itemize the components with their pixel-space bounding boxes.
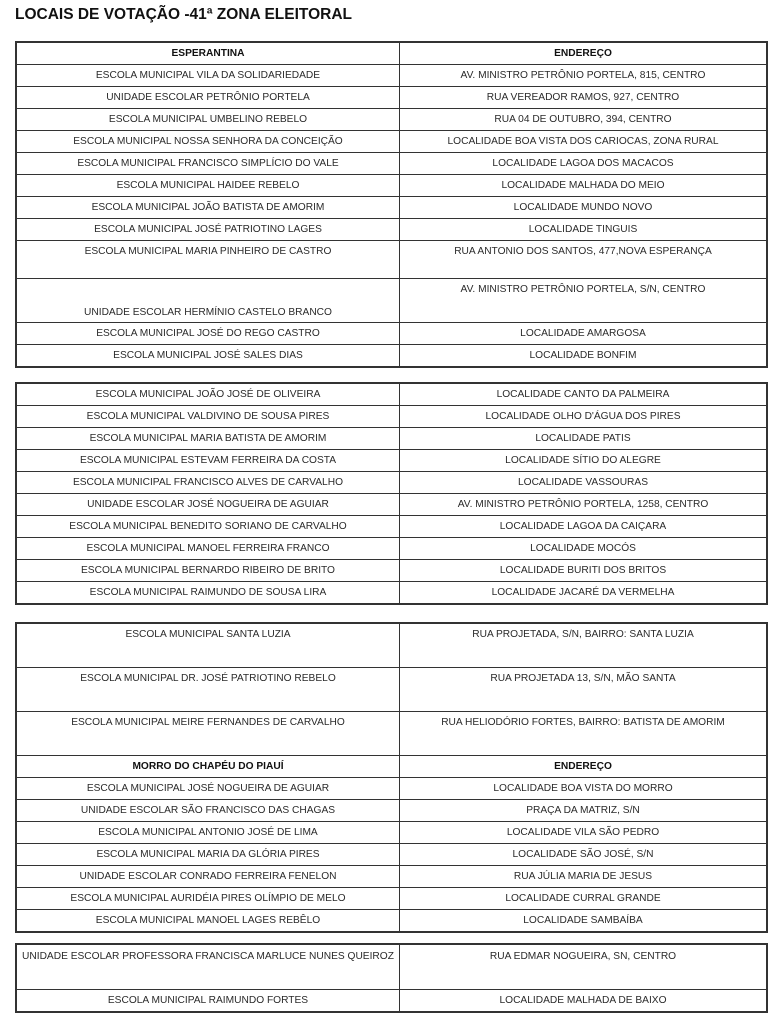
school-name: ESCOLA MUNICIPAL ANTONIO JOSÉ DE LIMA (16, 822, 400, 844)
school-address: LOCALIDADE CURRAL GRANDE (400, 888, 768, 910)
table-row (16, 866, 767, 888)
school-name: ESCOLA MUNICIPAL RAIMUNDO FORTES (16, 990, 400, 1013)
table-row (16, 241, 767, 279)
school-name: ESCOLA MUNICIPAL RAIMUNDO DE SOUSA LIRA (16, 582, 400, 605)
table-esperantina-continued (15, 382, 768, 605)
school-address: LOCALIDADE CANTO DA PALMEIRA (400, 383, 768, 406)
school-address: LOCALIDADE VASSOURAS (400, 472, 768, 494)
table-morro-do-chapeu (15, 622, 768, 933)
school-address: PRAÇA DA MATRIZ, S/N (400, 800, 768, 822)
school-name: ESCOLA MUNICIPAL NOSSA SENHORA DA CONCEIÇÃO (16, 131, 400, 153)
school-address: LOCALIDADE LAGOA DA CAIÇARA (400, 516, 768, 538)
school-name: ESCOLA MUNICIPAL MARIA BATISTA DE AMORIM (16, 428, 400, 450)
table-row (16, 944, 767, 990)
table-row (16, 450, 767, 472)
school-address: LOCALIDADE BONFIM (400, 345, 768, 368)
school-address: RUA PROJETADA 13, S/N, MÃO SANTA (400, 668, 768, 712)
table-row (16, 800, 767, 822)
school-address: RUA HELIODÓRIO FORTES, BAIRRO: BATISTA DE AMORIM (400, 712, 768, 756)
table-row (16, 778, 767, 800)
school-address: AV. MINISTRO PETRÔNIO PORTELA, 1258, CENTRO (400, 494, 768, 516)
school-name: ESCOLA MUNICIPAL ESTEVAM FERREIRA DA COSTA (16, 450, 400, 472)
table-row (16, 219, 767, 241)
school-name: ESCOLA MUNICIPAL JOSÉ SALES DIAS (16, 345, 400, 368)
table-row (16, 516, 767, 538)
table-row (16, 279, 767, 323)
table-row (16, 197, 767, 219)
table-row (16, 109, 767, 131)
school-address: AV. MINISTRO PETRÔNIO PORTELA, 815, CENTRO (400, 65, 768, 87)
school-name: ESCOLA MUNICIPAL DR. JOSÉ PATRIOTINO REBELO (16, 668, 400, 712)
school-address: LOCALIDADE LAGOA DOS MACACOS (400, 153, 768, 175)
school-name: ESCOLA MUNICIPAL JOSÉ PATRIOTINO LAGES (16, 219, 400, 241)
school-address: LOCALIDADE SAMBAÍBA (400, 910, 768, 933)
table-morro-do-chapeu-continued (15, 943, 768, 1013)
school-name: UNIDADE ESCOLAR HERMÍNIO CASTELO BRANCO (16, 279, 400, 323)
school-name: ESCOLA MUNICIPAL FRANCISCO SIMPLÍCIO DO VALE (16, 153, 400, 175)
school-address: LOCALIDADE MALHADA DO MEIO (400, 175, 768, 197)
school-address: RUA PROJETADA, S/N, BAIRRO: SANTA LUZIA (400, 623, 768, 668)
table-esperantina (15, 41, 768, 368)
school-address: LOCALIDADE OLHO D'ÁGUA DOS PIRES (400, 406, 768, 428)
table-row (16, 65, 767, 87)
table-row (16, 990, 767, 1013)
school-address: LOCALIDADE BOA VISTA DO MORRO (400, 778, 768, 800)
school-name: UNIDADE ESCOLAR JOSÉ NOGUEIRA DE AGUIAR (16, 494, 400, 516)
school-name: ESCOLA MUNICIPAL HAIDEE REBELO (16, 175, 400, 197)
table-row (16, 538, 767, 560)
table-row (16, 844, 767, 866)
school-address: LOCALIDADE VILA SÃO PEDRO (400, 822, 768, 844)
school-address: LOCALIDADE TINGUIS (400, 219, 768, 241)
table-row (16, 383, 767, 406)
table-header-row (16, 42, 767, 65)
school-address: LOCALIDADE PATIS (400, 428, 768, 450)
school-name: ESCOLA MUNICIPAL MEIRE FERNANDES DE CARVALHO (16, 712, 400, 756)
table-row (16, 131, 767, 153)
school-address: RUA 04 DE OUTUBRO, 394, CENTRO (400, 109, 768, 131)
table-row (16, 87, 767, 109)
school-address: AV. MINISTRO PETRÔNIO PORTELA, S/N, CENTRO (400, 279, 768, 323)
school-address: LOCALIDADE MUNDO NOVO (400, 197, 768, 219)
school-name: ESCOLA MUNICIPAL VALDIVINO DE SOUSA PIRES (16, 406, 400, 428)
table-row (16, 406, 767, 428)
school-address: LOCALIDADE SÃO JOSÉ, S/N (400, 844, 768, 866)
school-name: ESCOLA MUNICIPAL MANOEL LAGES REBÊLO (16, 910, 400, 933)
school-name: ESCOLA MUNICIPAL BERNARDO RIBEIRO DE BRITO (16, 560, 400, 582)
school-address: LOCALIDADE JACARÉ DA VERMELHA (400, 582, 768, 605)
school-address: LOCALIDADE MOCÓS (400, 538, 768, 560)
table-row (16, 494, 767, 516)
school-name: UNIDADE ESCOLAR SÃO FRANCISCO DAS CHAGAS (16, 800, 400, 822)
page-title: LOCAIS DE VOTAÇÃO -41ª ZONA ELEITORAL (15, 6, 352, 23)
school-name: ESCOLA MUNICIPAL BENEDITO SORIANO DE CARVALHO (16, 516, 400, 538)
school-name: UNIDADE ESCOLAR PETRÔNIO PORTELA (16, 87, 400, 109)
school-name: ESCOLA MUNICIPAL JOÃO JOSÉ DE OLIVEIRA (16, 383, 400, 406)
school-address: LOCALIDADE SÍTIO DO ALEGRE (400, 450, 768, 472)
school-address: LOCALIDADE MALHADA DE BAIXO (400, 990, 768, 1013)
table-row (16, 910, 767, 933)
table-row (16, 888, 767, 910)
table-row (16, 623, 767, 668)
school-address: RUA JÚLIA MARIA DE JESUS (400, 866, 768, 888)
table-row (16, 712, 767, 756)
school-address: LOCALIDADE BURITI DOS BRITOS (400, 560, 768, 582)
table-row (16, 472, 767, 494)
school-address: LOCALIDADE AMARGOSA (400, 323, 768, 345)
header-address: ENDEREÇO (400, 756, 768, 778)
school-name: ESCOLA MUNICIPAL JOÃO BATISTA DE AMORIM (16, 197, 400, 219)
header-municipality: MORRO DO CHAPÉU DO PIAUÍ (16, 756, 400, 778)
school-address: RUA ANTONIO DOS SANTOS, 477,NOVA ESPERANÇA (400, 241, 768, 279)
table-row (16, 175, 767, 197)
school-name: ESCOLA MUNICIPAL MARIA DA GLÓRIA PIRES (16, 844, 400, 866)
table-row (16, 582, 767, 605)
header-address: ENDEREÇO (400, 42, 768, 65)
school-name: ESCOLA MUNICIPAL JOSÉ DO REGO CASTRO (16, 323, 400, 345)
school-name: UNIDADE ESCOLAR CONRADO FERREIRA FENELON (16, 866, 400, 888)
school-name: UNIDADE ESCOLAR PROFESSORA FRANCISCA MARLUCE NUNES QUEIROZ (16, 944, 400, 990)
table-row (16, 428, 767, 450)
table-row (16, 323, 767, 345)
table-row (16, 560, 767, 582)
school-address: RUA VEREADOR RAMOS, 927, CENTRO (400, 87, 768, 109)
table-row (16, 668, 767, 712)
header-municipality: ESPERANTINA (16, 42, 400, 65)
school-name: ESCOLA MUNICIPAL MARIA PINHEIRO DE CASTRO (16, 241, 400, 279)
table-row (16, 822, 767, 844)
school-name: ESCOLA MUNICIPAL UMBELINO REBELO (16, 109, 400, 131)
school-address: RUA EDMAR NOGUEIRA, SN, CENTRO (400, 944, 768, 990)
table-row (16, 345, 767, 368)
school-address: LOCALIDADE BOA VISTA DOS CARIOCAS, ZONA RURAL (400, 131, 768, 153)
school-name: ESCOLA MUNICIPAL FRANCISCO ALVES DE CARVALHO (16, 472, 400, 494)
school-name: ESCOLA MUNICIPAL MANOEL FERREIRA FRANCO (16, 538, 400, 560)
school-name: ESCOLA MUNICIPAL JOSÉ NOGUEIRA DE AGUIAR (16, 778, 400, 800)
table-header-row (16, 756, 767, 778)
school-name: ESCOLA MUNICIPAL SANTA LUZIA (16, 623, 400, 668)
table-row (16, 153, 767, 175)
school-name: ESCOLA MUNICIPAL AURIDÉIA PIRES OLÍMPIO DE MELO (16, 888, 400, 910)
school-name: ESCOLA MUNICIPAL VILA DA SOLIDARIEDADE (16, 65, 400, 87)
